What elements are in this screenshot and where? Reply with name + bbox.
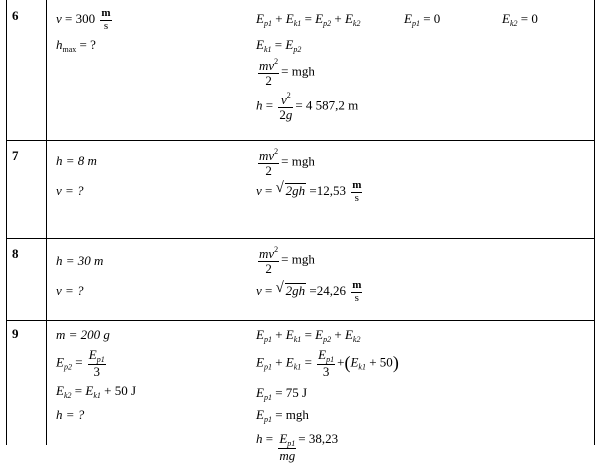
row-number: 9 — [12, 326, 19, 341]
kinetic-potential-equation: $\frac{mv^2}{2}$ = mgh — [259, 147, 315, 178]
row-number: 7 — [12, 148, 19, 163]
row-divider — [6, 238, 595, 239]
table-border-right — [594, 0, 595, 445]
table-border-left — [6, 0, 7, 445]
given-hmax: $h_{max}$ = ? — [56, 37, 96, 54]
given-velocity: v = 300 $\frac{m}{s}$ — [56, 7, 111, 32]
height-partial-result: h = $\frac{E_{p1}}{mg}$ = 38,23 — [256, 431, 339, 463]
given-velocity-unknown: v = ? — [56, 183, 84, 198]
given-ek2: $E_{k2} = E_{k1} + 50$ J — [56, 383, 137, 400]
given-mass: m = 200 g — [56, 327, 110, 342]
energy-conservation-equation: $E_{p1} + E_{k1} = E_{p2} + E_{k2}$ — [256, 11, 361, 28]
substituted-equation: $E_{p1} + E_{k1}$ = $\frac{E_{p1}}{3}$ $+(E_{k1} + 50)$ — [256, 347, 399, 380]
kinetic-potential-equation: $\frac{mv^2}{2}$ = mgh — [259, 245, 315, 276]
ep1-zero: $E_{p1} = 0$ — [404, 11, 441, 28]
energy-conservation-equation: $E_{p1} + E_{k1} = E_{p2} + E_{k2}$ — [256, 327, 361, 344]
ep1-mgh: $E_{p1}$ = mgh — [256, 407, 309, 424]
height-result: h = $\frac{v^2}{2g}$ = 4 587,2 m — [256, 91, 359, 122]
given-height: h = 30 m — [56, 253, 104, 268]
given-height: h = 8 m — [56, 153, 97, 168]
ep1-value: $E_{p1} = 75$ J — [256, 385, 308, 402]
velocity-result: v = √ 2gh =12,53 $\frac{m}{s}$ — [256, 180, 364, 204]
row-number: 6 — [12, 8, 19, 23]
row-divider — [6, 140, 595, 141]
ek2-zero: $E_{k2} = 0$ — [502, 11, 538, 28]
ek1-equals-ep2: $E_{k1} = E_{p2}$ — [256, 37, 302, 54]
kinetic-potential-equation: $\frac{mv^2}{2}$ = mgh — [259, 57, 315, 88]
given-height-unknown: h = ? — [56, 407, 85, 422]
given-velocity-unknown: v = ? — [56, 283, 84, 298]
row-number: 8 — [12, 246, 19, 261]
table-divider-column — [46, 0, 47, 445]
velocity-result: v = √ 2gh =24,26 $\frac{m}{s}$ — [256, 280, 364, 304]
row-divider — [6, 320, 595, 321]
given-ep2: $E_{p2}$ = $\frac{E_{p1}}{3}$ — [56, 347, 105, 380]
